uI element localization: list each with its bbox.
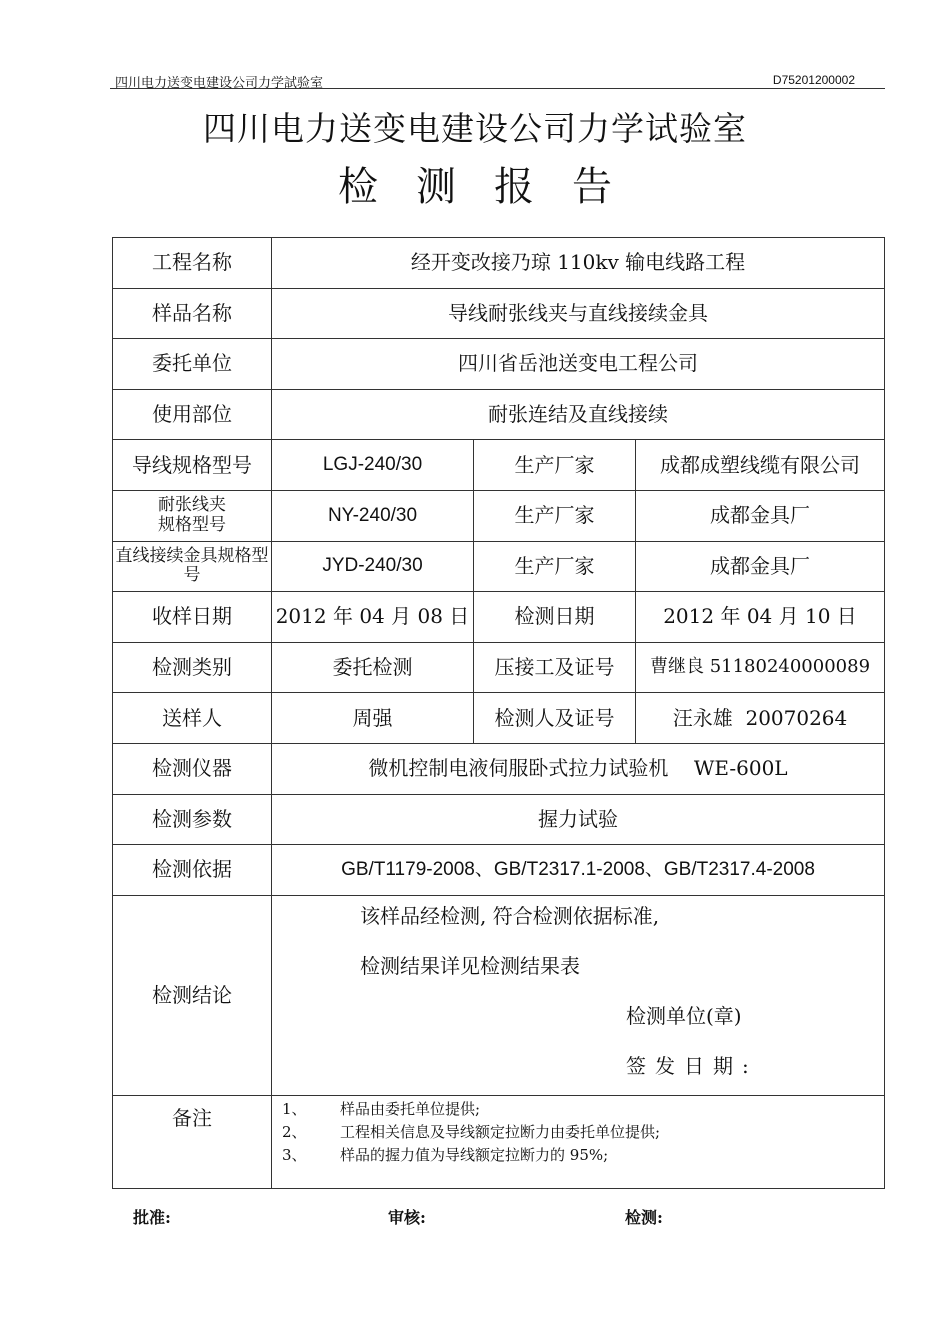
approve-signature: 批准: xyxy=(133,1208,171,1227)
basis-value: GB/T1179-2008、GB/T2317.1-2008、GB/T2317.4-2008 xyxy=(272,845,885,896)
report-title: 检测报告 xyxy=(338,164,650,210)
usage-value: 耐张连结及直线接续 xyxy=(272,389,885,440)
joint-label: 直线接续金具规格型号 xyxy=(113,541,272,592)
row-basis xyxy=(113,845,885,896)
row-wire xyxy=(113,440,885,491)
instrument-label: 检测仪器 xyxy=(113,743,272,794)
clamp-value: NY-240/30 xyxy=(272,490,474,541)
row-project xyxy=(113,238,885,289)
usage-label: 使用部位 xyxy=(113,389,272,440)
sender-label: 送样人 xyxy=(113,693,272,744)
lab-title: 四川电力送变电建设公司力学试验室 xyxy=(203,109,747,148)
row-notes xyxy=(113,1095,885,1188)
wire-value: LGJ-240/30 xyxy=(272,440,474,491)
project-value: 经开变改接乃琼 110kv 输电线路工程 xyxy=(272,238,885,289)
note-text: 工程相关信息及导线额定拉断力由委托单位提供; xyxy=(340,1122,661,1141)
conclusion-block xyxy=(272,896,884,1095)
row-instrument xyxy=(113,743,885,794)
tester-value: 汪永雄 20070264 xyxy=(636,693,885,744)
notes-cell xyxy=(272,1095,885,1188)
sample-value: 导线耐张线夹与直线接续金具 xyxy=(272,288,885,339)
notes-label: 备注 xyxy=(113,1095,272,1188)
review-signature: 审核: xyxy=(388,1208,426,1227)
param-label: 检测参数 xyxy=(113,794,272,845)
conclusion-line-2: 检测结果详见检测结果表 xyxy=(360,953,580,978)
basis-label: 检测依据 xyxy=(113,845,272,896)
note-number: 3、 xyxy=(282,1145,307,1164)
tester-label: 检测人及证号 xyxy=(474,693,636,744)
row-dates xyxy=(113,592,885,643)
note-item xyxy=(282,1098,884,1121)
clamp-maker: 成都金具厂 xyxy=(636,490,885,541)
param-value: 握力试验 xyxy=(272,794,885,845)
row-sender xyxy=(113,693,885,744)
conclusion-cell xyxy=(272,895,885,1095)
test-date: 2012 年 04 月 10 日 xyxy=(636,592,885,643)
joint-maker: 成都金具厂 xyxy=(636,541,885,592)
conclusion-stamp: 检测单位(章) xyxy=(626,1003,742,1028)
client-label: 委托单位 xyxy=(113,339,272,390)
note-text: 样品的握力值为导线额定拉断力的 95%; xyxy=(340,1145,609,1164)
joint-value: JYD-240/30 xyxy=(272,541,474,592)
type-value: 委托检测 xyxy=(272,642,474,693)
note-item xyxy=(282,1121,884,1144)
client-value: 四川省岳池送变电工程公司 xyxy=(272,339,885,390)
note-item xyxy=(282,1144,884,1167)
wire-label: 导线规格型号 xyxy=(113,440,272,491)
wire-maker-label: 生产厂家 xyxy=(474,440,636,491)
conclusion-line-1: 该样品经检测, 符合检测依据标准, xyxy=(360,903,660,928)
instrument-value: 微机控制电液伺服卧式拉力试验机 WE-600L xyxy=(272,743,885,794)
header-left-text: 四川电力送变电建设公司力学試验室 xyxy=(115,76,324,91)
row-client xyxy=(113,339,885,390)
sample-label: 样品名称 xyxy=(113,288,272,339)
project-label: 工程名称 xyxy=(113,238,272,289)
sender-value: 周强 xyxy=(272,693,474,744)
row-sample xyxy=(113,288,885,339)
crimper-value: 曹继良 51180240000089 xyxy=(636,642,885,693)
document-number: D75201200002 xyxy=(772,73,855,87)
note-number: 1、 xyxy=(282,1099,307,1118)
row-joint xyxy=(113,541,885,592)
row-conclusion xyxy=(113,895,885,1095)
clamp-maker-label: 生产厂家 xyxy=(474,490,636,541)
report-table xyxy=(112,237,885,1189)
crimper-label: 压接工及证号 xyxy=(474,642,636,693)
receive-label: 收样日期 xyxy=(113,592,272,643)
row-clamp xyxy=(113,490,885,541)
wire-maker: 成都成塑线缆有限公司 xyxy=(636,440,885,491)
receive-date: 2012 年 04 月 08 日 xyxy=(272,592,474,643)
conclusion-label: 检测结论 xyxy=(113,895,272,1095)
header-divider xyxy=(110,88,885,89)
joint-maker-label: 生产厂家 xyxy=(474,541,636,592)
test-date-label: 检测日期 xyxy=(474,592,636,643)
note-text: 样品由委托单位提供; xyxy=(340,1099,481,1118)
test-signature: 检测: xyxy=(625,1208,663,1227)
row-type xyxy=(113,642,885,693)
row-usage xyxy=(113,389,885,440)
conclusion-date: 签发日期: xyxy=(626,1053,758,1078)
type-label: 检测类别 xyxy=(113,642,272,693)
row-param xyxy=(113,794,885,845)
clamp-label: 耐张线夹 规格型号 xyxy=(113,490,272,541)
note-number: 2、 xyxy=(282,1122,307,1141)
